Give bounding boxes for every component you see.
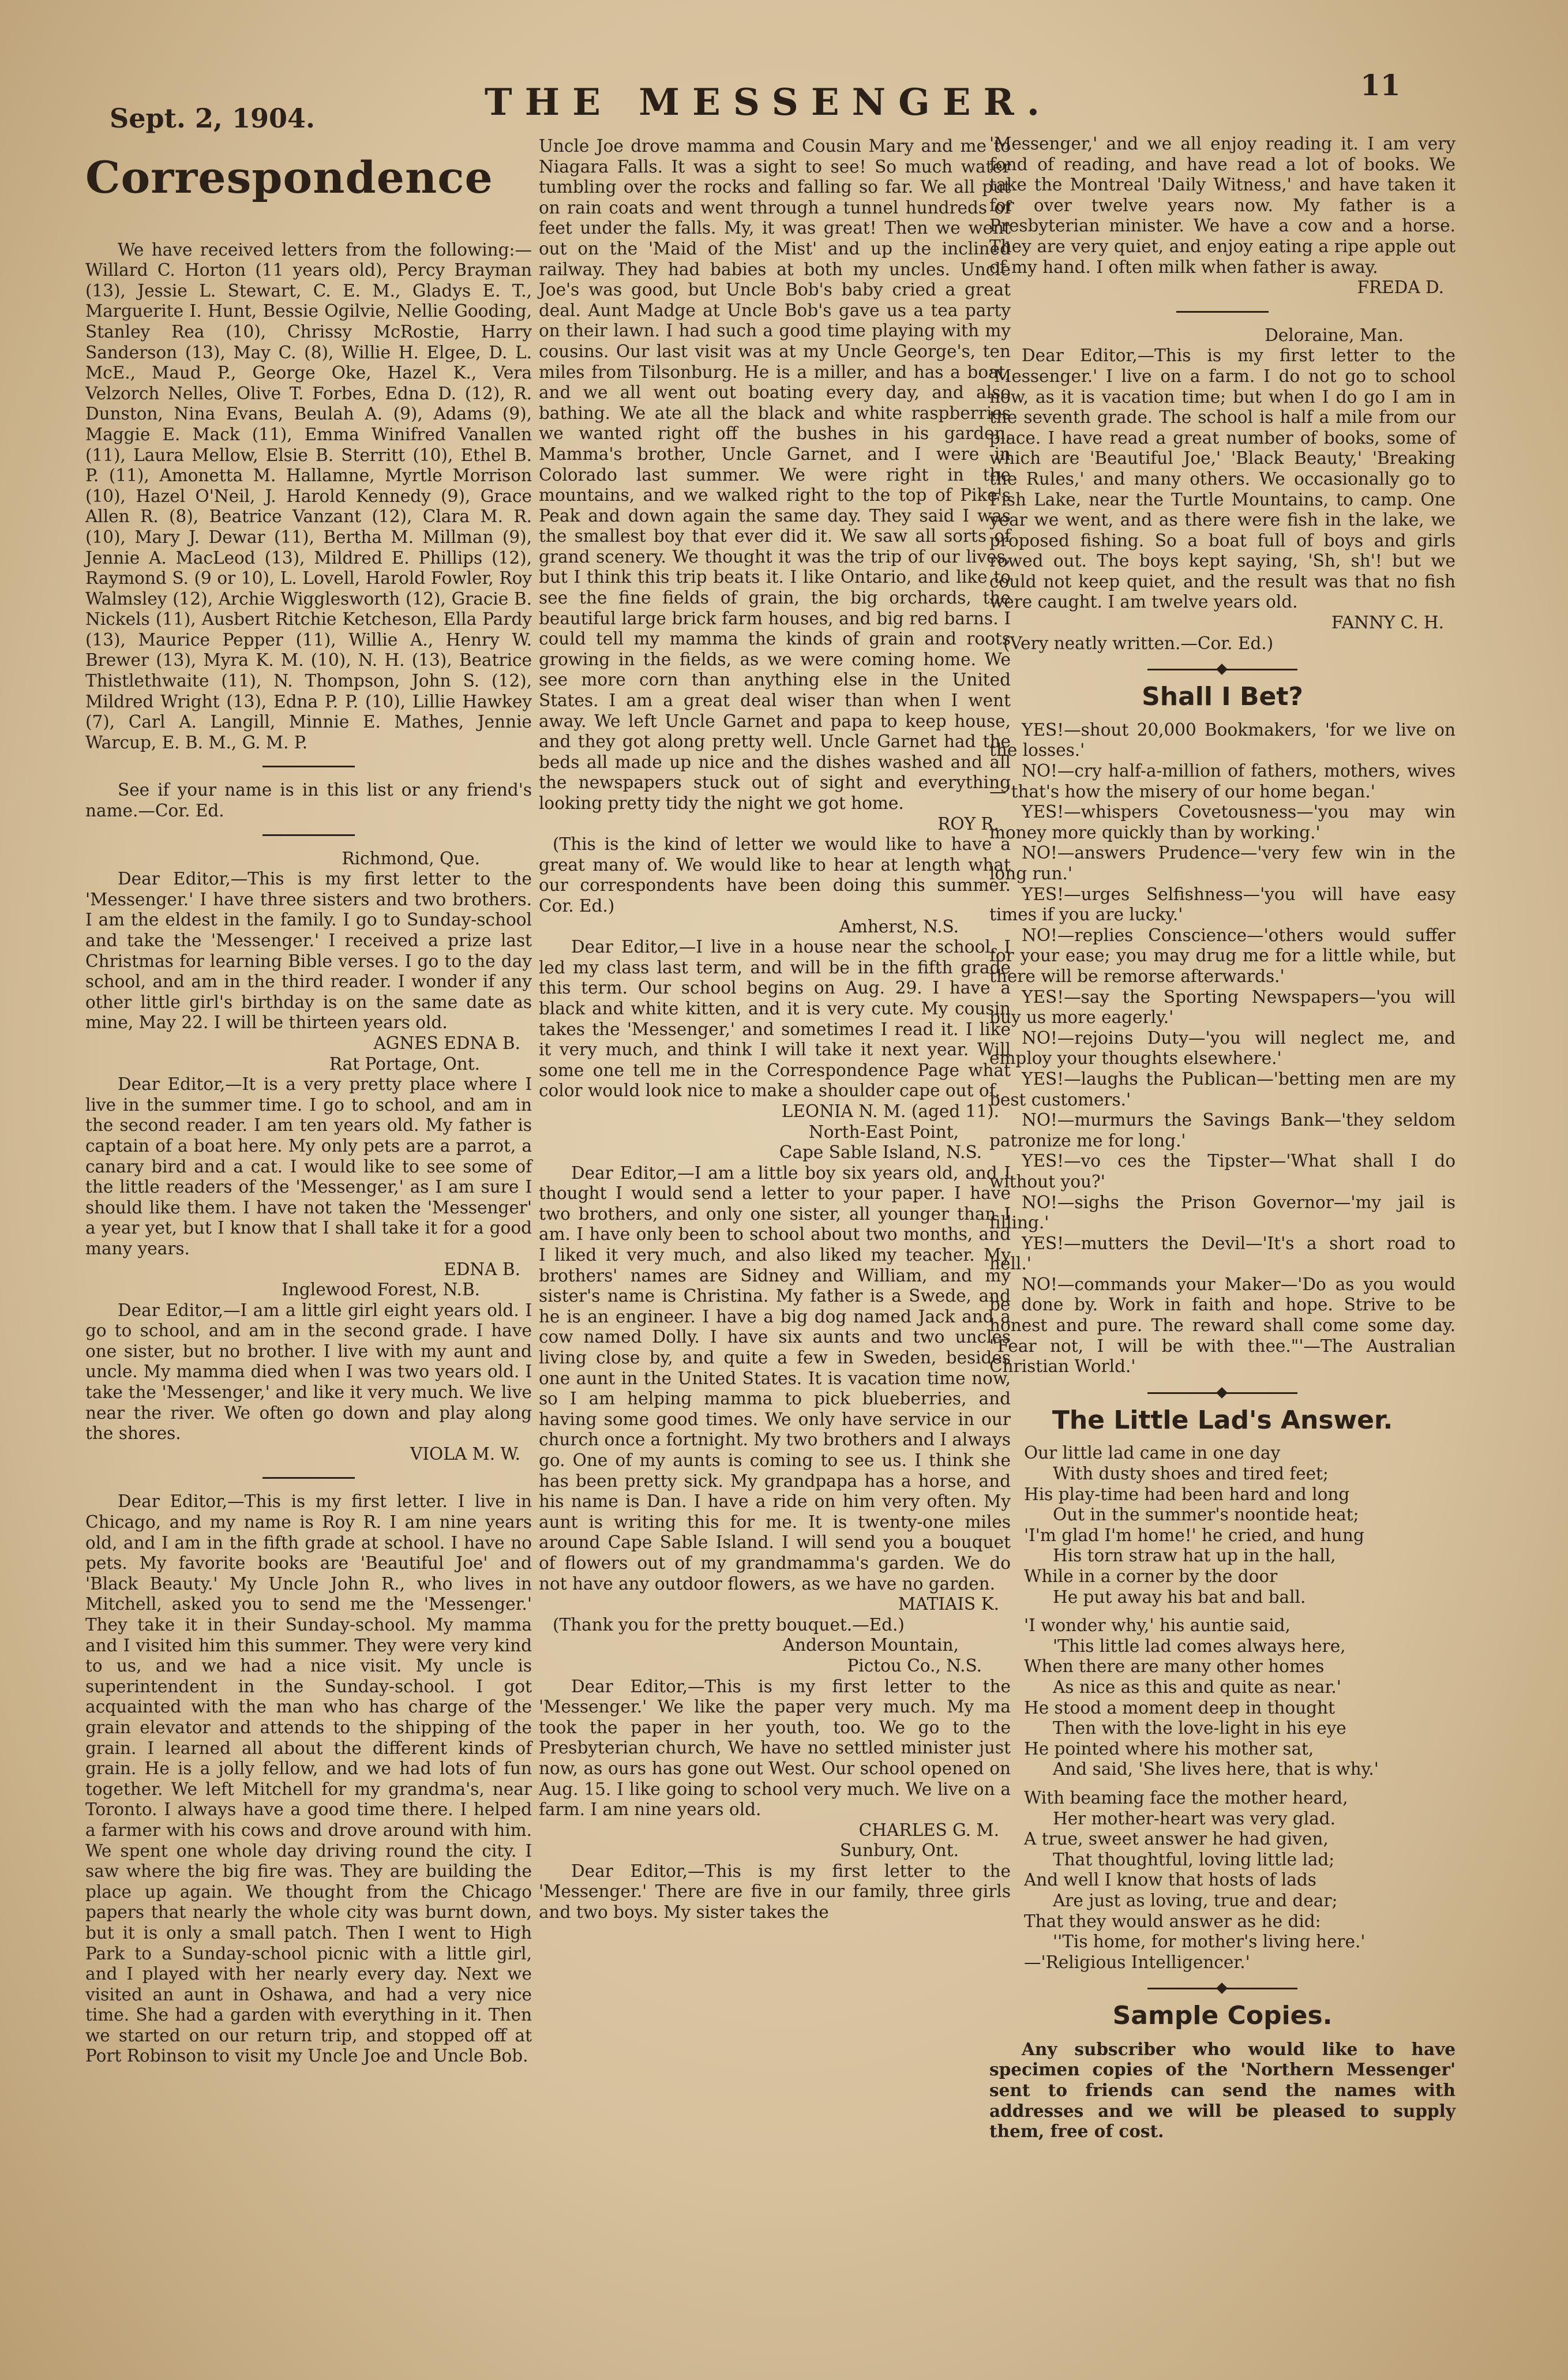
bet-line: YES!—vo ces the Tipster—'What shall I do without you?' [989, 1151, 1456, 1191]
letter-place: Deloraine, Man. [1265, 325, 1404, 345]
poem-line: He pointed where his mother sat, [1024, 1738, 1314, 1759]
letter-place: Cape Sable Island, N.S. [779, 1142, 982, 1163]
poem-stanza [1024, 1443, 1456, 1607]
letter-signature: ROY R. [937, 814, 999, 834]
letter-place: Pictou Co., N.S. [847, 1655, 982, 1676]
letter-body: Dear Editor,—This is my first letter to the 'Messenger.' We like the paper very much. My ma took the paper in her youth, too. We go to the Presbyterian church, We have no settled minister just now, as ours has gone out West. Our school opened on Aug. 15. I like going to school very much. We live on a farm. I am nine years old. [539, 1676, 1011, 1820]
ornament-divider [1147, 1988, 1297, 1989]
bet-line: YES!—say the Sporting Newspapers—'you will buy us more eagerly.' [989, 987, 1456, 1028]
letter-body: Dear Editor,—It is a very pretty place where I live in the summer time. I go to school, and am in the second reader. I am ten years old. My father is captain of a boat here. My only pets are a parrot, a canary bird and a cat. I would like to see some of the little readers of the 'Messenger,' as I am sure I should like them. I have not taken the 'Messenger' a year yet, but I know that I shall take it for a good many years. [85, 1074, 532, 1258]
sample-copies-text: Any subscriber who would like to have specimen copies of the 'Northern Messenger' sent to friends can send the names with addresses and we will be pleased to supply them, free of cost. [989, 2038, 1456, 2142]
ornament-divider [1147, 669, 1297, 670]
poem-line: 'I'm glad I'm home!' he cried, and hung [1024, 1525, 1364, 1545]
section-masthead: Correspondence [85, 152, 493, 203]
bet-line: NO!—sighs the Prison Governor—'my jail is filling.' [989, 1192, 1456, 1233]
letter-body: Dear Editor,—This is my first letter to the 'Messenger.' I have three sisters and two brothers. I am the eldest in the family. I go to Sunday-school and take the 'Messenger.' I received a prize last Christmas for learning Bible verses. I go to the day school, and am in the third reader. I wonder if any other little girl's birthday is on the same date as mine, May 22. I will be thirteen years old. [85, 869, 532, 1033]
poem-line: Are just as loving, true and dear; [1053, 1890, 1338, 1910]
bet-line: YES!—shout 20,000 Bookmakers, 'for we live on the losses.' [989, 719, 1456, 760]
bet-line: YES!—whispers Covetousness—'you may win money more quickly than by working.' [989, 802, 1456, 842]
poem-line: That they would answer as he did: [1024, 1911, 1321, 1931]
letter-body: Uncle Joe drove mamma and Cousin Mary and me to Niagara Falls. It was a sight to see! So much water tumbling over the rocks and falling so far. We all put on rain coats and went through a tunnel hundreds of feet under the falls. My, it was great! Then we went out on the 'Maid of the Mist' and up the inclined railway. They had babies at both my uncles. Uncle Joe's was good, but Uncle Bob's baby cried a great deal. Aunt Madge at Uncle Bob's gave us a tea party on their lawn. I had such a good time playing with my cousins. Our last visit was at my Uncle George's, ten miles from Tilsonburg. He is a miller, and has a boat, and we all went out boating every day, and also bathing. We ate all the black and white raspberries we wanted right off the bushes in his garden. Mamma's brother, Uncle Garnet, and I were in Colorado last summer. We were right in the mountains, and we walked right to the top of Pike's Peak and down again the same day. They said I was the smallest boy that ever did it. We saw all sorts of grand scenery. We thought it was the trip of our lives, but I think this trip beats it. I like Ontario, and like to see the fine fields of grain, the big orchards, the beautiful large brick farm houses, and big red barns. I could tell my mamma the kinds of grain and roots growing in the fields, as we were coming home. We see more corn than anything else in the United States. I am a great deal wiser than when I went away. We left Uncle Garnet and papa to keep house, and they got along pretty well. Uncle Garnet had the beds all made up nice and the dishes washed and all the newspapers stuck out of sight and everything looking pretty tidy the night we got home. [539, 136, 1011, 813]
letter-signature: MATIAIS K. [898, 1594, 999, 1614]
sample-copies-heading: Sample Copies. [1112, 2001, 1333, 2031]
letter-place: Rat Portage, Ont. [329, 1054, 480, 1074]
poem-line: And said, 'She lives here, that is why.' [1053, 1759, 1379, 1779]
column-1 [85, 0, 532, 2067]
letter-place: Sunbury, Ont. [839, 1841, 959, 1861]
letter-signature: EDNA B. [444, 1259, 520, 1279]
letter-signature: VIOLA M. W. [410, 1444, 520, 1464]
letter-signature: LEONIA N. M. (aged 11). [781, 1101, 999, 1121]
bet-line: NO!—commands your Maker—'Do as you would be done by. Work in faith and hope. Strive to be honest and pure. The reward shall come some day. "Fear not, I will be with thee."'—The Australian Christian World.' [989, 1274, 1456, 1377]
letter-body: 'Messenger,' and we all enjoy reading it. I am very fond of reading, and have read a lot of books. We take the Montreal 'Daily Witness,' and have taken it for over twelve years now. My father is a Presbyterian minister. We have a cow and a horse. They are very quiet, and enjoy eating a ripe apple out of my hand. I often milk when father is away. [989, 134, 1456, 277]
column-2 [539, 136, 1011, 1923]
editor-note: See if your name is in this list or any friend's name.—Cor. Ed. [85, 780, 532, 821]
poem-line: And well I know that hosts of lads [1024, 1870, 1316, 1890]
letter-place: Amherst, N.S. [839, 916, 959, 936]
bet-line: NO!—answers Prudence—'very few win in the long run.' [989, 843, 1456, 883]
poem-line: 'I wonder why,' his auntie said, [1024, 1616, 1291, 1636]
bet-lines [989, 720, 1456, 1377]
poem-line: His torn straw hat up in the hall, [1053, 1546, 1336, 1566]
poem-stanza [1024, 1788, 1456, 1973]
letter-signature: CHARLES G. M. [858, 1820, 999, 1840]
bet-line: YES!—urges Selfishness—'you will have easy times if you are lucky.' [989, 884, 1456, 925]
newspaper-title: THE MESSENGER. [485, 81, 1052, 124]
poem-line: ''Tis home, for mother's living here.' [1053, 1932, 1366, 1952]
poem-heading: The Little Lad's Answer. [1052, 1405, 1393, 1435]
letter-place: Richmond, Que. [342, 848, 480, 868]
bet-line: NO!—rejoins Duty—'you will neglect me, and employ your thoughts elsewhere.' [989, 1028, 1456, 1069]
poem [989, 1443, 1456, 1973]
letter-body: Dear Editor,—I live in a house near the school. I led my class last term, and will be in the fifth grade this term. Our school begins on Aug. 29. I have a black and white kitten, and it is very cute. My cousin takes the 'Messenger,' and sometimes I read it. I like it very much, and think I will take it next year. Will some one tell me in the Correspondence Page what color would look nice to make a shoulder cape out of. [539, 937, 1011, 1101]
letter-signature: AGNES EDNA B. [373, 1033, 520, 1053]
letter-body: Dear Editor,—This is my first letter to the 'Messenger.' There are five in our family, three girls and two boys. My sister takes the [539, 1861, 1011, 1922]
poem-source: —'Religious Intelligencer.' [1024, 1952, 1250, 1972]
bet-line: YES!—mutters the Devil—'It's a short road to hell.' [989, 1233, 1456, 1274]
poem-line: A true, sweet answer he had given, [1024, 1829, 1329, 1849]
letter-place: Inglewood Forest, N.B. [282, 1280, 480, 1300]
issue-date: Sept. 2, 1904. [110, 103, 316, 134]
poem-line: His play-time had been hard and long [1024, 1484, 1350, 1504]
divider [262, 1477, 355, 1479]
poem-line: Our little lad came in one day [1024, 1443, 1281, 1463]
poem-line: 'This little lad comes always here, [1053, 1636, 1346, 1656]
divider [1176, 311, 1269, 313]
column-3 [989, 134, 1456, 2142]
poem-line: With dusty shoes and tired feet; [1053, 1464, 1329, 1484]
poem-line: He stood a moment deep in thought [1024, 1697, 1335, 1718]
bet-line: NO!—cry half-a-million of fathers, mothers, wives—'that's how the misery of our home began.' [989, 761, 1456, 801]
poem-line: He put away his bat and ball. [1053, 1587, 1306, 1607]
page-number: 11 [1360, 68, 1401, 102]
poem-line: As nice as this and quite as near.' [1053, 1677, 1341, 1697]
bet-line: NO!—murmurs the Savings Bank—'they seldom patronize me for long.' [989, 1110, 1456, 1150]
letter-body: Dear Editor,—I am a little boy six years old, and I thought I would send a letter to your paper. I have two brothers, and only one sister, all younger than I am. I have only been to school about two months, and I liked it very much, and also liked my teacher. My brothers' names are Sidney and William, and my sister's name is Christina. My father is a Swede, and he is an engineer. I have a big dog named Jack and a cow named Dolly. I have six aunts and two uncles living close by, and quite a few in Sweden, besides one aunt in the United States. It is vacation time now, so I am helping mamma to pick blueberries, and having some good times. We only have service in our church once a fortnight. My two brothers and I always go. One of my aunts is coming to see us. I think she has been pretty sick. My grandpapa has a horse, and his name is Dan. I have a ride on him very often. My aunt is writing this for me. It is twenty-one miles around Cape Sable Island. I will send you a bouquet of flowers out of my grandmamma's garden. We do not have any outdoor flowers, as we have no garden. [539, 1163, 1011, 1594]
divider [262, 834, 355, 836]
poem-line: When there are many other homes [1024, 1656, 1325, 1677]
poem-line: Out in the summer's noontide heat; [1053, 1505, 1359, 1525]
letter-body: Dear Editor,—I am a little girl eight years old. I go to school, and am in the second grade. I have one sister, but no brother. I live with my aunt and uncle. My mamma died when I was two years old. I take the 'Messenger,' and like it very much. We live near the river. We often go down and play along the shores. [85, 1300, 532, 1444]
poem-line: While in a corner by the door [1024, 1566, 1278, 1586]
ornament-divider [1147, 1392, 1297, 1394]
bet-line: NO!—replies Conscience—'others would suffer for your ease; you may drug me for a little while, but there will be remorse afterwards.' [989, 925, 1456, 986]
letter-place: North-East Point, [808, 1122, 959, 1142]
letter-signature: FREDA D. [1357, 278, 1444, 298]
editor-note: (Thank you for the pretty bouquet.—Ed.) [553, 1614, 905, 1635]
letter-body: Dear Editor,—This is my first letter to the 'Messenger.' I live on a farm. I do not go to school now, as it is vacation time; but when I do go I am in the seventh grade. The school is half a mile from our place. I have read a great number of books, some of which are 'Beautiful Joe,' 'Black Beauty,' 'Breaking the Rules,' and many others. We occasionally go to Fish Lake, near the Turtle Mountains, to camp. One year we went, and as there were fish in the lake, we proposed fishing. So a boat full of boys and girls rowed out. The boys kept saying, 'Sh, sh'! but we could not keep quiet, and the result was that no fish were caught. I am twelve years old. [989, 346, 1456, 612]
divider [262, 766, 355, 767]
received-letters-list: We have received letters from the following:—Willard C. Horton (11 years old), Percy Brayman (13), Jessie L. Stewart, C. E. M., Gladys E. T., Marguerite I. Hunt, Bessie Ogilvie, Nellie Gooding, Stanley Rea (10), Chrissy McRostie, Harry Sanderson (13), May C. (8), Willie H. Elgee, D. L. McE., Maud P., George Oke, Hazel K., Vera Velzorch Nelles, Olive T. Forbes, Edna D. (12), R. Dunston, Nina Evans, Beulah A. (9), Adams (9), Maggie E. Mack (11), Emma Winifred Vanallen (11), Laura Mellow, Elsie B. Sterritt (10), Ethel B. P. (11), Amonetta M. Hallamne, Myrtle Morrison (10), Hazel O'Neil, J. Harold Kennedy (9), Grace Allen R. (8), Beatrice Vanzant (12), Clara M. R. (10), Mary J. Dewar (11), Bertha M. Millman (9), Jennie A. MacLeod (13), Mildred E. Phillips (12), Raymond S. (9 or 10), L. Lovell, Harold Fowler, Roy Walmsley (12), Archie Wigglesworth (12), Gracie B. Nickels (11), Ausbert Ritchie Ketcheson, Ella Pardy (13), Maurice Pepper (11), Willie A., Henry W. Brewer (13), Myra K. M. (10), N. H. (13), Beatrice Thistlethwaite (11), N. Thompson, John S. (12), Mildred Wright (13), Edna P. P. (10), Lillie Hawkey (7), Carl A. Langill, Minnie E. Mathes, Jennie Warcup, E. B. M., G. M. P. [85, 239, 532, 752]
letter-body: Dear Editor,—This is my first letter. I live in Chicago, and my name is Roy R. I am nine years old, and I am in the fifth grade at school. I have no pets. My favorite books are 'Beautiful Joe' and 'Black Beauty.' My Uncle John R., who lives in Mitchell, asked you to send me the 'Messenger.' They take it in their Sunday-school. My mamma and I visited him this summer. They were very kind to us, and we had a nice visit. My uncle is superintendent in the Sunday-school. I got acquainted with the man who has charge of the grain elevator and attends to the shipping of the grain. I learned all about the different kinds of grain. He is a jolly fellow, and we had lots of fun together. We left Mitchell for my grandma's, near Toronto. I always have a good time there. I helped a farmer with his cows and drove around with him. We spent one whole day driving round the city. I saw where the big fire was. They are building the place up again. We thought from the Chicago papers that nearly the whole city was burnt down, but it is only a small patch. Then I went to High Park to a Sunday-school picnic with a little girl, and I played with her nearly every day. Next we visited an aunt in Oshawa, and had a very nice time. She had a garden with everything in it. Then we started on our return trip, and stopped off at Port Robinson to visit my Uncle Joe and Uncle Bob. [85, 1491, 532, 2066]
poem-line: With beaming face the mother heard, [1024, 1787, 1348, 1808]
editor-note: (Very neatly written.—Cor. Ed.) [1003, 633, 1274, 653]
editor-note: (This is the kind of letter we would like to have a great many of. We would like to hear at length what our correspondents have been doing this summer. Cor. Ed.) [539, 834, 1011, 916]
poem-line: That thoughtful, loving little lad; [1053, 1849, 1335, 1869]
bet-line: YES!—laughs the Publican—'betting men are my best customers.' [989, 1069, 1456, 1110]
article-heading-bet: Shall I Bet? [1142, 682, 1303, 712]
poem-stanza [1024, 1616, 1456, 1780]
letter-place: Anderson Mountain, [782, 1635, 959, 1655]
poem-line: Her mother-heart was very glad. [1053, 1808, 1336, 1828]
poem-line: Then with the love-light in his eye [1053, 1718, 1346, 1738]
letter-signature: FANNY C. H. [1331, 613, 1444, 633]
